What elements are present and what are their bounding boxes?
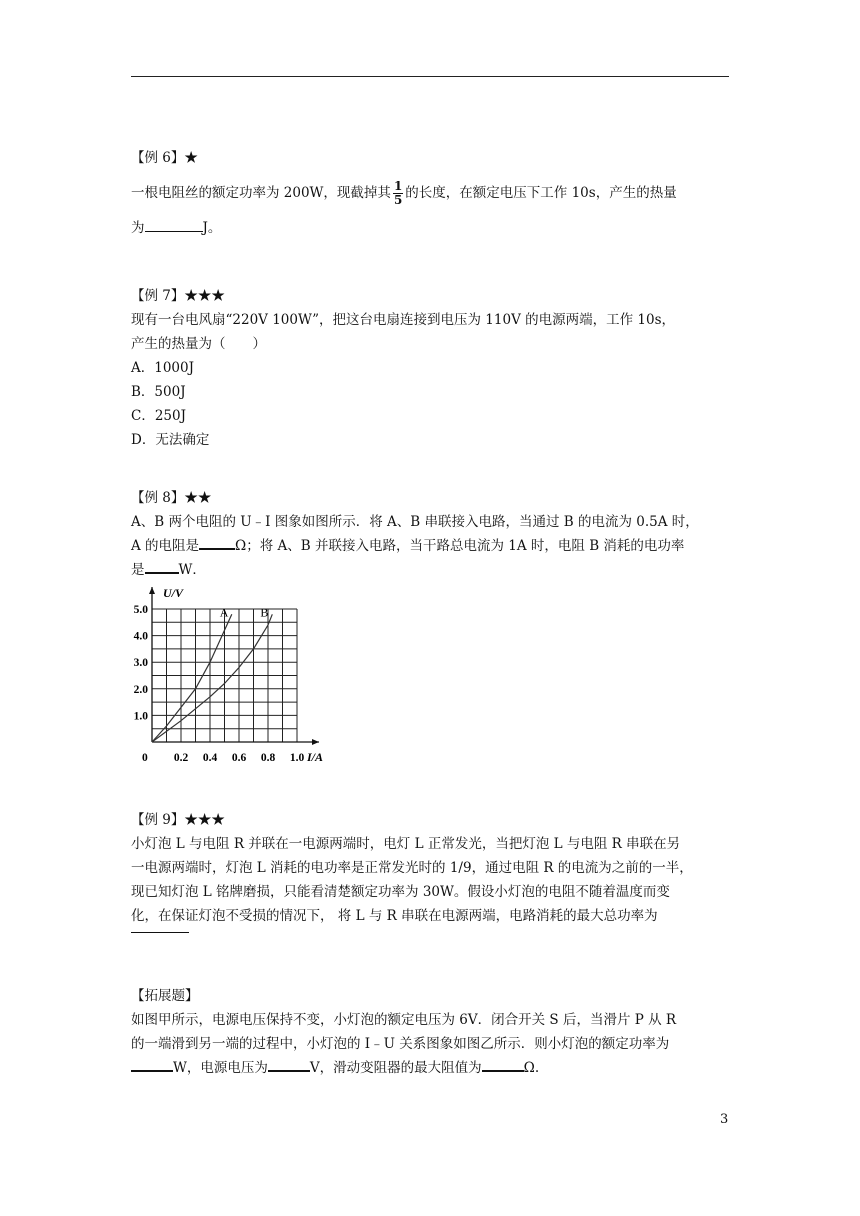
extension-text-a: W，电源电压为 <box>173 1060 268 1076</box>
header-rule <box>131 76 729 77</box>
fraction-denominator: 5 <box>393 193 403 207</box>
example-9-blank-line <box>131 917 731 941</box>
option-a[interactable]: A．1000J <box>131 360 195 376</box>
x-axis-arrow <box>312 739 319 745</box>
example-9-line-2: 一电源两端时，灯泡 L 消耗的电功率是正常发光时的 1/9，通过电阻 R 的电流为之前的一半， <box>131 860 693 876</box>
extension-text-c: Ω. <box>523 1060 540 1076</box>
example-8-header: 【例 8】★★ <box>131 490 212 506</box>
answer-blank[interactable] <box>131 918 189 933</box>
extension-header: 【拓展题】 <box>131 988 199 1004</box>
series-a-curve <box>152 614 232 742</box>
example-6-line-2 <box>131 216 731 240</box>
y-tick-label: 3.0 <box>133 657 148 670</box>
extension-line-1: 如图甲所示，电源电压保持不变，小灯泡的额定电压为 6V．闭合开关 S 后，当滑片 P 从 R <box>131 1012 677 1028</box>
fraction <box>393 180 403 207</box>
x-tick-label: 0 <box>142 752 148 764</box>
extension-text-b: V，滑动变阻器的最大阻值为 <box>309 1060 482 1076</box>
u-i-chart <box>128 585 343 780</box>
example-8-line-1: A、B 两个电阻的 U﹣I 图象如图所示．将 A、B 串联接入电路，当通过 B 的电流为 0.5A 时， <box>131 514 699 530</box>
extension-line-2: 的一端滑到另一端的过程中，小灯泡的 I﹣U 关系图象如图乙所示．则小灯泡的额定功率为 <box>131 1036 670 1052</box>
example-6-text-a: 一根电阻丝的额定功率为 200W，现截掉其 <box>131 185 391 201</box>
page-number: 3 <box>720 1112 729 1127</box>
example-6-header: 【例 6】★ <box>131 150 198 166</box>
example-9-header: 【例 9】★★★ <box>131 812 225 828</box>
y-tick-label: 2.0 <box>133 683 148 696</box>
extension-line-3 <box>131 1056 731 1080</box>
example-8-text-c: 是 <box>131 562 145 578</box>
example-6-text-c: 为 <box>131 220 145 236</box>
example-6-line-1 <box>131 180 731 207</box>
series-a-label: A <box>219 605 229 620</box>
example-7-line-1: 现有一台电风扇“220V 100W”，把这台电扇连接到电压为 110V 的电源两端，工作 10s， <box>131 312 676 328</box>
fraction-numerator: 1 <box>393 179 403 193</box>
example-8-line-2 <box>131 534 731 558</box>
answer-blank[interactable] <box>131 1056 173 1072</box>
x-axis-label: I/A <box>307 750 324 764</box>
option-d[interactable]: D．无法确定 <box>131 432 210 448</box>
x-tick-label: 0.6 <box>231 752 247 764</box>
answer-blank[interactable] <box>145 558 179 574</box>
example-9-line-4: 化，在保证灯泡不受损的情况下， 将 L 与 R 串联在电源两端，电路消耗的最大总功率为 <box>131 908 658 924</box>
example-6-text-d: J。 <box>202 220 222 236</box>
series-b-curve <box>152 614 272 742</box>
y-tick-label: 1.0 <box>133 710 148 723</box>
x-tick-label: 0.2 <box>173 752 189 764</box>
x-tick-label: 0.4 <box>202 752 218 764</box>
y-tick-label: 5.0 <box>133 604 148 616</box>
series-b-label: B <box>260 605 269 620</box>
example-8-line-3 <box>131 558 731 582</box>
answer-blank[interactable] <box>268 1056 310 1072</box>
y-tick-label: 4.0 <box>133 630 148 643</box>
example-8-text-b: Ω；将 A、B 并联接入电路，当干路总电流为 1A 时，电阻 B 消耗的电功率 <box>235 538 685 554</box>
example-9-line-1: 小灯泡 L 与电阻 R 并联在一电源两端时，电灯 L 正常发光，当把灯泡 L 与电阻 R 串联在另 <box>131 836 681 852</box>
option-b[interactable]: B．500J <box>131 384 186 400</box>
example-7-header: 【例 7】★★★ <box>131 288 225 304</box>
answer-blank[interactable] <box>199 534 235 550</box>
x-tick-label: 1.0 <box>289 752 305 764</box>
answer-blank[interactable] <box>145 217 203 232</box>
example-7-line-2: 产生的热量为（ ） <box>131 336 266 352</box>
x-tick-label: 0.8 <box>260 752 276 764</box>
example-8-text-a: A 的电阻是 <box>131 538 200 554</box>
example-8-text-d: W． <box>178 562 206 578</box>
y-axis-arrow <box>149 587 155 594</box>
y-axis-label: U/V <box>163 586 184 600</box>
answer-blank[interactable] <box>482 1056 524 1072</box>
option-c[interactable]: C．250J <box>131 408 187 424</box>
example-9-line-3: 现已知灯泡 L 铭牌磨损，只能看清楚额定功率为 30W。假设小灯泡的电阻不随着温度而变 <box>131 884 670 900</box>
example-6-text-b: 的长度，在额定电压下工作 10s，产生的热量 <box>405 185 677 201</box>
